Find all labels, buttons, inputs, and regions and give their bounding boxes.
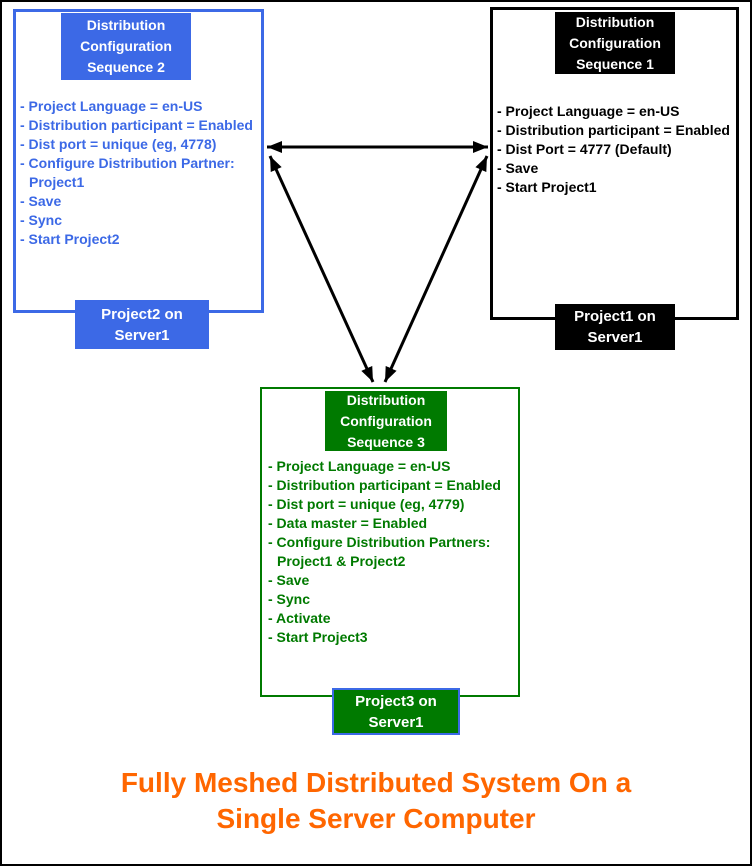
- step-item: - Project Language = en-US: [20, 98, 203, 114]
- step-item: - Project Language = en-US: [497, 103, 680, 119]
- step-item: - Configure Distribution Partners: Project1 & Project2: [268, 534, 491, 569]
- step-item: - Distribution participant = Enabled: [20, 117, 253, 133]
- step-item: - Sync: [268, 591, 311, 607]
- step-item: - Activate: [268, 610, 331, 626]
- seq1-box: [490, 7, 739, 320]
- step-item: - Data master = Enabled: [268, 515, 428, 531]
- step-item: - Sync: [20, 212, 63, 228]
- seq2-header: Distribution Configuration Sequence 2: [61, 13, 191, 80]
- step-item: - Dist port = unique (eg, 4778): [20, 136, 217, 152]
- arrow-seq1-seq3: [385, 156, 487, 382]
- seq3-server-label: Project3 on Server1: [332, 688, 460, 735]
- step-item: - Save: [268, 572, 310, 588]
- seq2-box: [13, 9, 264, 313]
- step-item: - Dist Port = 4777 (Default): [497, 141, 672, 157]
- step-item: - Start Project3: [268, 629, 368, 645]
- step-item: - Dist port = unique (eg, 4779): [268, 496, 465, 512]
- diagram-title-line2: Single Server Computer: [216, 803, 536, 834]
- seq1-steps: [497, 102, 735, 197]
- diagram-title: [2, 765, 750, 837]
- seq2-server-label: Project2 on Server1: [75, 300, 209, 349]
- diagram-title-line1: Fully Meshed Distributed System On a: [120, 767, 632, 798]
- seq3-header: Distribution Configuration Sequence 3: [325, 391, 447, 451]
- step-item: - Configure Distribution Partner: Project1: [20, 155, 235, 190]
- seq2-steps: [20, 97, 260, 249]
- seq1-server-label: Project1 on Server1: [555, 304, 675, 350]
- step-item: - Start Project1: [497, 179, 597, 195]
- seq1-header: Distribution Configuration Sequence 1: [555, 12, 675, 74]
- seq3-steps: [268, 457, 517, 647]
- step-item: - Distribution participant = Enabled: [268, 477, 501, 493]
- step-item: - Save: [20, 193, 62, 209]
- step-item: - Start Project2: [20, 231, 120, 247]
- step-item: - Project Language = en-US: [268, 458, 451, 474]
- step-item: - Distribution participant = Enabled: [497, 122, 730, 138]
- seq3-box: [260, 387, 520, 697]
- step-item: - Save: [497, 160, 539, 176]
- arrow-seq2-seq3: [270, 156, 373, 382]
